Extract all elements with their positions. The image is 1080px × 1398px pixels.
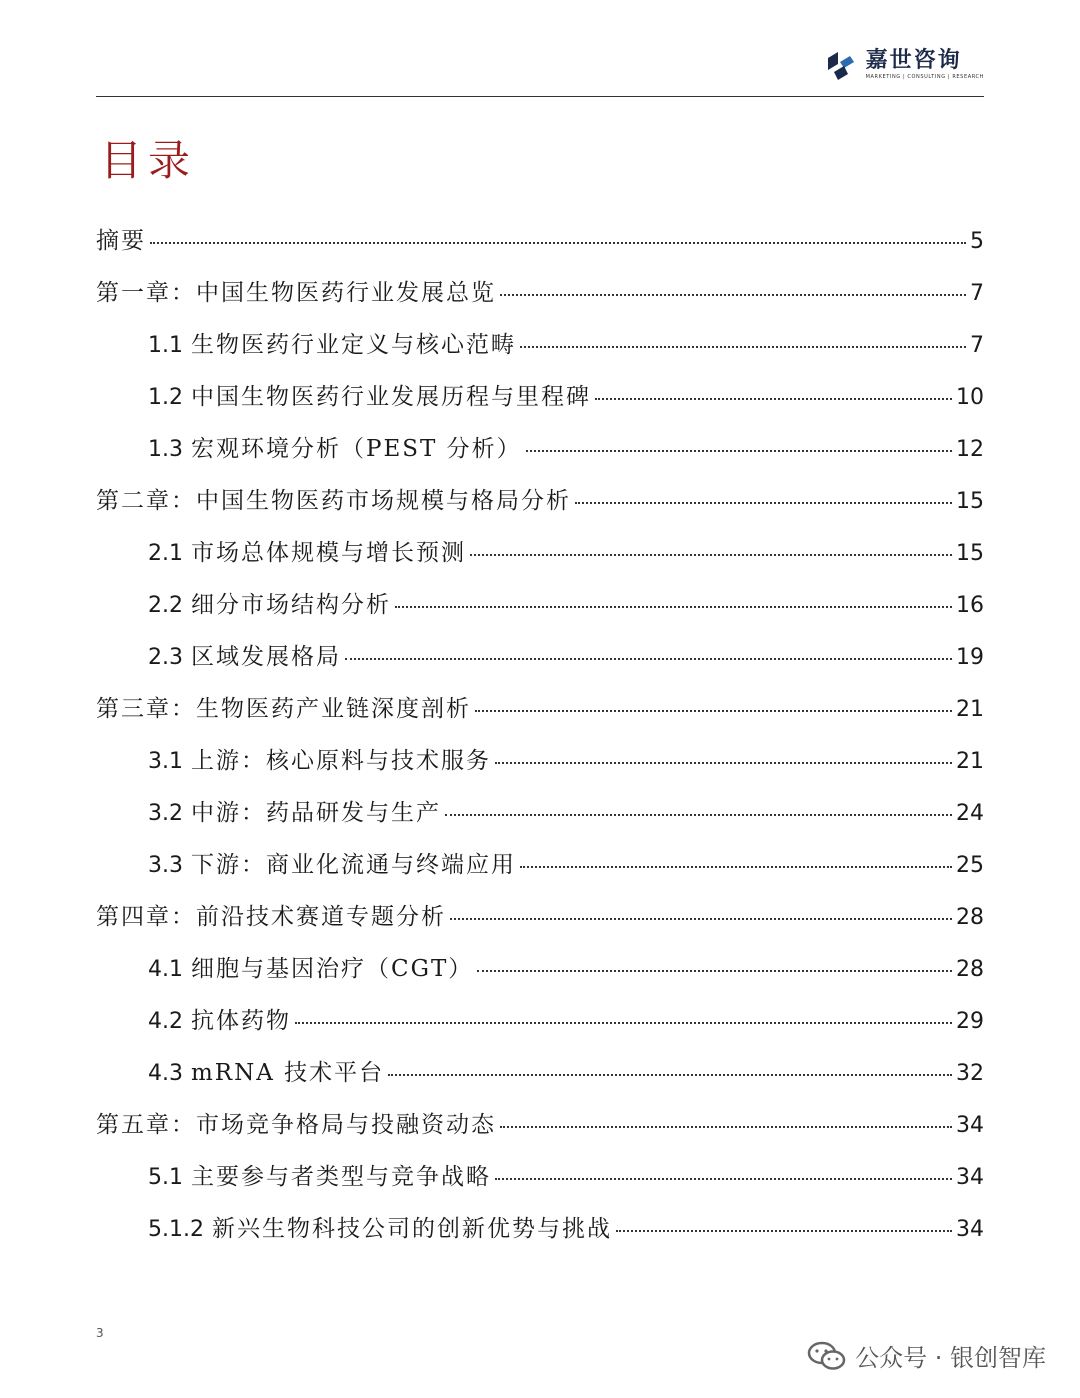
toc-entry-text: 第五章：市场竞争格局与投融资动态 bbox=[96, 1112, 496, 1138]
logo-tagline: MARKETING | CONSULTING | RESEARCH bbox=[865, 74, 984, 80]
toc-entry-number: 4.1 bbox=[148, 957, 183, 982]
toc-entry-text: 第一章：中国生物医药行业发展总览 bbox=[96, 280, 496, 306]
toc-entry-number: 4.2 bbox=[148, 1009, 183, 1034]
toc-leader-dots bbox=[475, 709, 952, 712]
toc-entry[interactable] bbox=[96, 638, 984, 690]
toc-leader-dots bbox=[450, 917, 952, 920]
toc-entry-label bbox=[148, 950, 473, 983]
toc-entry-text: 抗体药物 bbox=[191, 1008, 291, 1034]
watermark-text: 公众号 · 银创智库 bbox=[855, 1344, 1046, 1372]
toc-entry[interactable] bbox=[96, 1158, 984, 1210]
toc-leader-dots bbox=[495, 1177, 952, 1180]
toc-entry-number: 5.1.2 bbox=[148, 1217, 204, 1242]
toc-entry-label bbox=[148, 1210, 612, 1243]
toc-entry-label bbox=[96, 690, 471, 723]
toc-entry-number: 2.1 bbox=[148, 541, 183, 566]
toc-entry-page: 21 bbox=[956, 749, 984, 774]
toc-entry[interactable] bbox=[96, 274, 984, 326]
toc-entry-text: 中游：药品研发与生产 bbox=[191, 800, 441, 826]
toc-leader-dots bbox=[395, 605, 952, 608]
toc-entry-number: 3.3 bbox=[148, 853, 183, 878]
toc-entry[interactable] bbox=[96, 898, 984, 950]
toc-entry-label bbox=[148, 846, 516, 879]
toc-entry-number: 2.2 bbox=[148, 593, 183, 618]
toc-entry-label bbox=[96, 274, 496, 307]
toc-leader-dots bbox=[477, 969, 952, 972]
toc-leader-dots bbox=[495, 761, 952, 764]
toc-entry-label bbox=[148, 378, 591, 411]
wechat-icon bbox=[807, 1340, 847, 1372]
toc-entry[interactable] bbox=[96, 794, 984, 846]
toc-entry[interactable] bbox=[96, 1106, 984, 1158]
toc-entry-page: 34 bbox=[956, 1217, 984, 1242]
toc-entry-label bbox=[148, 1054, 384, 1087]
watermark bbox=[807, 1338, 1046, 1373]
toc-entry-text: 细分市场结构分析 bbox=[191, 592, 391, 618]
toc-entry[interactable] bbox=[96, 222, 984, 274]
toc-entry-label bbox=[148, 430, 522, 463]
toc-entry-page: 16 bbox=[956, 593, 984, 618]
toc-leader-dots bbox=[520, 865, 952, 868]
toc-entry-text: 宏观环境分析（PEST 分析） bbox=[191, 436, 522, 462]
toc-entry-number: 3.2 bbox=[148, 801, 183, 826]
toc-entry[interactable] bbox=[96, 534, 984, 586]
toc-leader-dots bbox=[616, 1229, 952, 1232]
toc-leader-dots bbox=[520, 345, 966, 348]
toc-leader-dots bbox=[345, 657, 952, 660]
toc-entry-number: 1.3 bbox=[148, 437, 183, 462]
toc-leader-dots bbox=[526, 449, 952, 452]
toc-entry-page: 28 bbox=[956, 957, 984, 982]
toc-entry-number: 3.1 bbox=[148, 749, 183, 774]
toc-entry-page: 21 bbox=[956, 697, 984, 722]
toc-entry[interactable] bbox=[96, 586, 984, 638]
toc-leader-dots bbox=[445, 813, 952, 816]
toc-entry[interactable] bbox=[96, 950, 984, 1002]
toc-entry[interactable] bbox=[96, 846, 984, 898]
toc-entry-text: 第二章：中国生物医药市场规模与格局分析 bbox=[96, 488, 571, 514]
toc-leader-dots bbox=[500, 293, 966, 296]
toc-entry[interactable] bbox=[96, 1002, 984, 1054]
toc-leader-dots bbox=[388, 1073, 952, 1076]
company-logo-icon bbox=[824, 48, 858, 82]
toc-entry-text: 摘要 bbox=[96, 228, 146, 254]
toc-leader-dots bbox=[150, 241, 966, 244]
toc-entry[interactable] bbox=[96, 1054, 984, 1106]
toc-entry-page: 19 bbox=[956, 645, 984, 670]
toc-entry-label bbox=[148, 638, 341, 671]
toc-entry-label bbox=[148, 326, 516, 359]
toc-leader-dots bbox=[575, 501, 952, 504]
toc-entry-text: 新兴生物科技公司的创新优势与挑战 bbox=[211, 1216, 612, 1242]
toc-entry-page: 25 bbox=[956, 853, 984, 878]
toc-entry[interactable] bbox=[96, 482, 984, 534]
toc-entry-text: 上游：核心原料与技术服务 bbox=[191, 748, 491, 774]
toc-entry-label bbox=[96, 222, 146, 255]
toc-entry[interactable] bbox=[96, 742, 984, 794]
toc-entry-text: 生物医药行业定义与核心范畴 bbox=[191, 332, 516, 358]
toc-entry[interactable] bbox=[96, 1210, 984, 1262]
toc-entry-text: 主要参与者类型与竞争战略 bbox=[191, 1164, 491, 1190]
toc-entry-text: 下游：商业化流通与终端应用 bbox=[191, 852, 516, 878]
toc-entry-number: 5.1 bbox=[148, 1165, 183, 1190]
toc-entry-number: 1.2 bbox=[148, 385, 183, 410]
page-number: 3 bbox=[96, 1326, 104, 1340]
toc-entry-label bbox=[96, 898, 446, 931]
toc-entry-page: 34 bbox=[956, 1113, 984, 1138]
toc-entry-label bbox=[148, 534, 466, 567]
toc-entry-label bbox=[96, 482, 571, 515]
toc-entry-page: 34 bbox=[956, 1165, 984, 1190]
toc-entry-page: 7 bbox=[970, 333, 984, 358]
toc-entry-page: 15 bbox=[956, 489, 984, 514]
toc-entry[interactable] bbox=[96, 430, 984, 482]
toc-entry-page: 24 bbox=[956, 801, 984, 826]
logo-name: 嘉世咨询 bbox=[865, 48, 962, 73]
table-of-contents bbox=[96, 222, 984, 1262]
toc-entry-page: 5 bbox=[970, 229, 984, 254]
toc-entry-text: 第三章：生物医药产业链深度剖析 bbox=[96, 696, 471, 722]
toc-entry-page: 28 bbox=[956, 905, 984, 930]
toc-entry-label bbox=[96, 1106, 496, 1139]
toc-entry-text: 细胞与基因治疗（CGT） bbox=[191, 956, 474, 982]
toc-leader-dots bbox=[295, 1021, 952, 1024]
toc-entry-page: 7 bbox=[970, 281, 984, 306]
company-logo bbox=[824, 48, 984, 82]
toc-entry-page: 32 bbox=[956, 1061, 984, 1086]
toc-entry-label bbox=[148, 586, 391, 619]
toc-entry-page: 12 bbox=[956, 437, 984, 462]
toc-entry-label bbox=[148, 1158, 491, 1191]
toc-entry-page: 29 bbox=[956, 1009, 984, 1034]
page-header bbox=[96, 40, 984, 97]
toc-entry-label bbox=[148, 1002, 291, 1035]
toc-entry-label bbox=[148, 794, 441, 827]
toc-leader-dots bbox=[470, 553, 952, 556]
toc-entry-number: 1.1 bbox=[148, 333, 183, 358]
toc-entry[interactable] bbox=[96, 326, 984, 378]
toc-entry-number: 4.3 bbox=[148, 1061, 183, 1086]
toc-entry-text: 市场总体规模与增长预测 bbox=[191, 540, 466, 566]
toc-entry-text: 区域发展格局 bbox=[191, 644, 341, 670]
toc-entry-text: 中国生物医药行业发展历程与里程碑 bbox=[191, 384, 591, 410]
toc-entry[interactable] bbox=[96, 690, 984, 742]
toc-entry-page: 10 bbox=[956, 385, 984, 410]
toc-entry-page: 15 bbox=[956, 541, 984, 566]
toc-entry-text: 第四章：前沿技术赛道专题分析 bbox=[96, 904, 446, 930]
toc-entry-text: mRNA 技术平台 bbox=[191, 1060, 385, 1086]
toc-entry-number: 2.3 bbox=[148, 645, 183, 670]
toc-leader-dots bbox=[500, 1125, 952, 1128]
toc-entry-label bbox=[148, 742, 491, 775]
toc-title: 目录 bbox=[100, 136, 197, 185]
toc-leader-dots bbox=[595, 397, 952, 400]
toc-entry[interactable] bbox=[96, 378, 984, 430]
